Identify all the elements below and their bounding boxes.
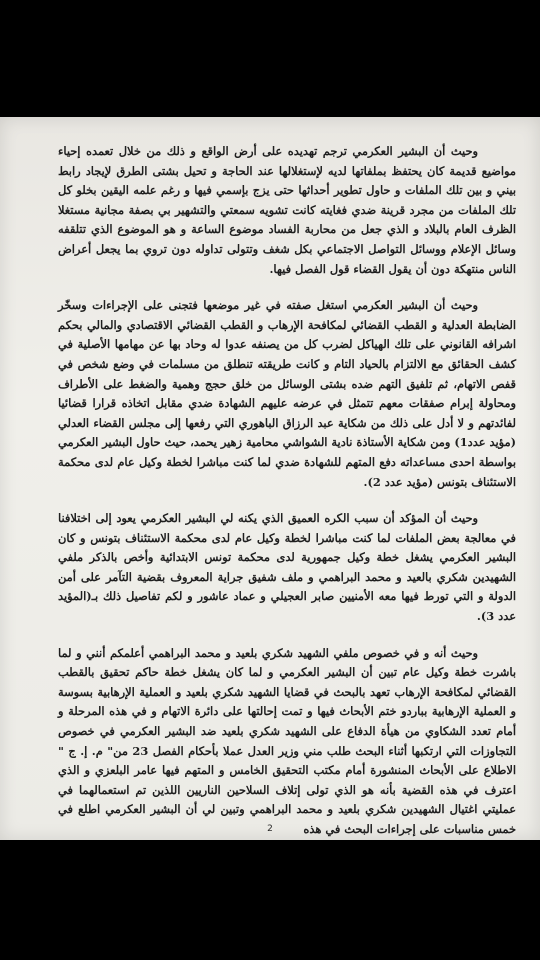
- page-number: 2: [267, 824, 273, 834]
- paragraph-3: وحيث أن المؤكد أن سبب الكره العميق الذي يكنه لي البشير العكرمي يعود إلى اختلافنا في معالجة بعض الملفات لما كنت مباشرا لخطة وكيل عام لدى محكمة الاستئناف بتونس و كان البشير العكرمي يشغل خطة وكيل جمهورية لدى محكمة تونس الابتدائية وأخص بالذكر ملفي الشهيدين شكري بالعيد و محمد البراهمي و ملف شفيق جراية المعروف بقضية التآمر على أمن الدولة و التي تورط فيها معه الأمنيين صابر العجيلي و عماد عاشور و لكم تفاصيل ذلك بـ(المؤيد عدد 3).: [58, 511, 517, 624]
- paragraph-4: وحيث أنه و في خصوص ملفي الشهيد شكري بلعيد و محمد البراهمي أعلمكم أنني و لما باشرت خطة وكيل عام تبين أن البشير العكرمي و لما كان يشغل خطة حاكم تحقيق بالقطب القضائي لمكافحة الإرهاب تعهد بالبحث في قضايا الشهيد شكري بلعيد و العملية الإرهابية بسوسة و العملية الإرهابية بباردو ختم الأبحاث فيها و تمت إحالتها على دائرة الاتهام و في هذه المرحلة و أمام تعدد الشكاوي من هيأة الدفاع على الشهيد شكري بلعيد ضد البشير العكرمي في خصوص التجاوزات التي ارتكبها أثناء البحث طلب مني وزير العدل عملا بأحكام الفصل 23 من" م. إ. ج " الاطلاع على الأبحاث المنشورة أمام مكتب التحقيق الخامس و المتهم فيها عامر البلعزي و الذي اعترف في هذه القضية بأنه هو الذي تولى إتلاف السلاحين الناريين اللذين تم استعمالهما في عمليتي اغتيال الشهيدين شكري بلعيد و محمد البراهمي وتبين لي أن البشير العكرمي اطلع في خمس مناسبات على إجراءات البحث في هذه: [58, 645, 516, 836]
- document-body: [58, 142, 516, 840]
- document-page: [0, 117, 540, 840]
- paragraph-1: وحيث أن البشير العكرمي ترجم تهديده على أرض الواقع و ذلك من خلال تعمده إحياء مواضيع قديمة كان يحتفظ بملفاتها لديه لإستغلالها عند الحاجة و تحيل بشتى الطرق لإيجاد رابط بيني و بين تلك الملفات و حاول تطوير أحداثها حتى يزج بإسمي فيها و رغم علمه اليقين بخلو كل تلك الملفات من مجرد قرينة ضدي فغايته كانت تشويه سمعتي والتشهير بي بصفة مجانية مستغلا الظرف العام بالبلاد و الذي جعل من محاربة الفساد موضوع الساعة و هو الموضوع الذي تتلقفه وسائل الإعلام ووسائل التواصل الاجتماعي بكل شغف وتتولى تداوله دون تروي بما يجعل أعراض الناس منتهكة دون أن يقول القضاء قول الفصل فيها.: [58, 144, 516, 276]
- paragraph-2: وحيث أن البشير العكرمي استغل صفته في غير موضعها فتجنى على الإجراءات وسخّر الضابطة العدلية و القطب القضائي لمكافحة الإرهاب و القطب القضائي الاقتصادي والمالي بحكم اشرافه القانوني على تلك الهياكل لضرب كل من يصنفه عدوا له وحاد بها عن مهامها الأصلية في كشف الحقائق مع الالتزام بالحياد التام و كانت طريقته تنطلق من مسلمات في وضع شخص في قفص الاتهام، ثم تلفيق التهم ضده بشتى الوسائل من خلق حجج وهمية والضغط على الأطراف ومحاولة إبرام صفقات معهم تتمثل في عرضه عليهم الشهادة ضدي مقابل اتخاذه قرارا قضائيا لفائدتهم و لا أدل على ذلك من شكاية عبد الرزاق الباهوري التي رفعها إلى مجلس القضاء العدلي (مؤيد عدد1) ومن شكاية الأستاذة نادية الشواشي محامية زهير يحمد، حيث حاول البشير العكرمي بواسطة احدى مساعداته دفع المتهم للشهادة ضدي لما كنت مباشرا لخطة وكيل عام لدى محكمة الاستئناف بتونس (مؤيد عدد 2).: [58, 298, 517, 489]
